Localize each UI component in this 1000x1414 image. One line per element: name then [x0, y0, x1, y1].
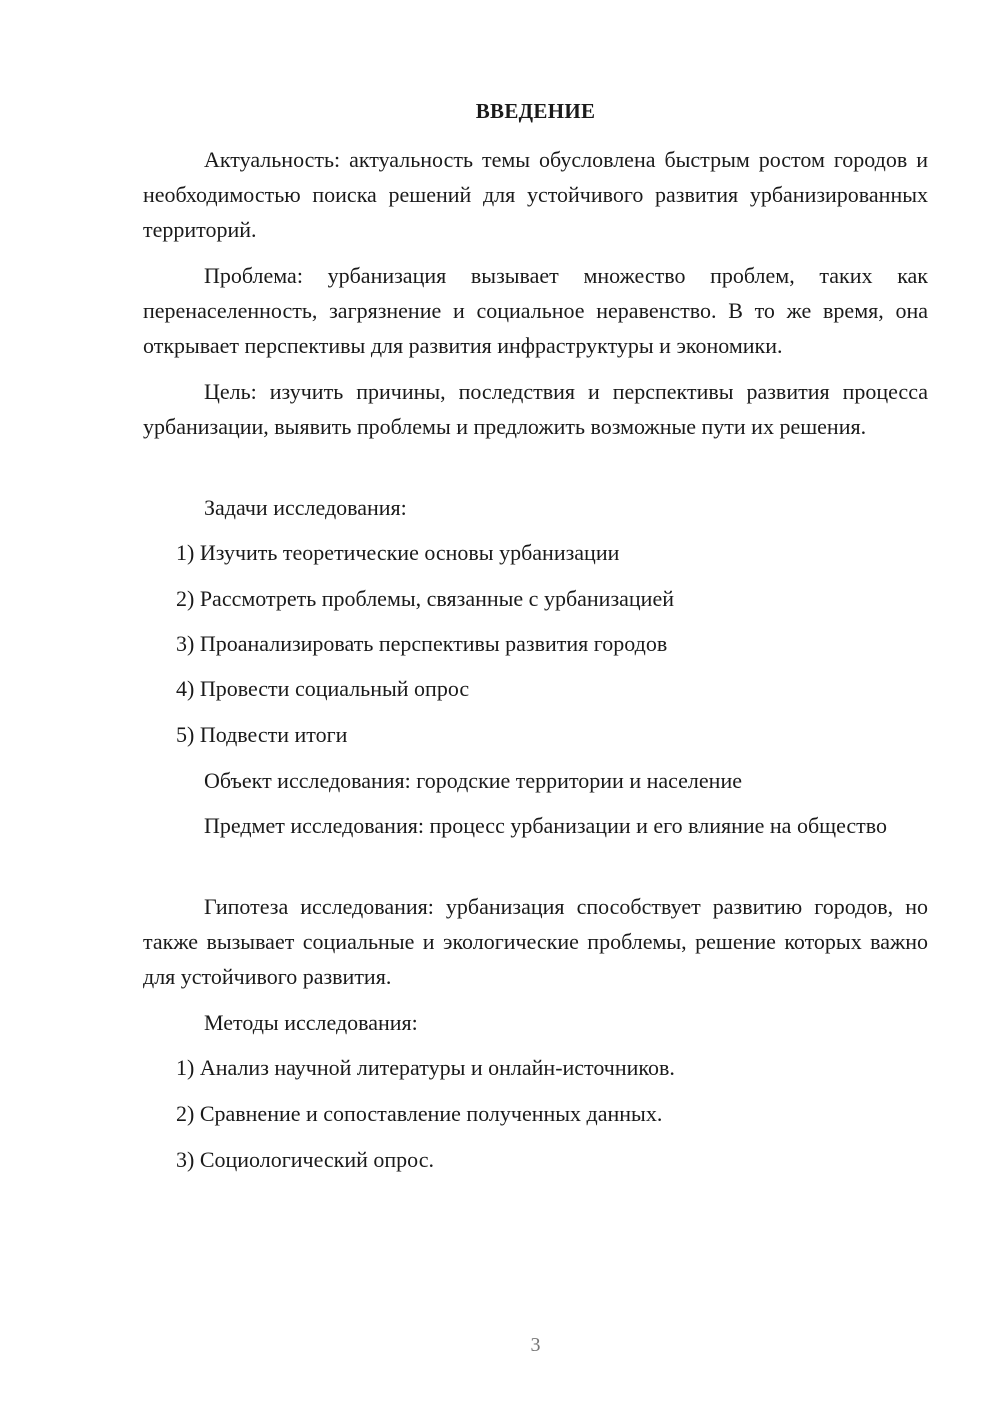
subject-paragraph: Предмет исследования: процесс урбанизации и его влияние на общество	[204, 813, 888, 838]
method-item: 1) Анализ научной литературы и онлайн-источников.	[176, 1055, 675, 1080]
document-page	[143, 0, 928, 1414]
page-number: 3	[530, 1334, 541, 1356]
hypothesis-paragraph: Гипотеза исследования: урбанизация способствует развитию городов, но также вызывает социальные и экологические проблемы, решение которых важно для устойчивого развития.	[143, 894, 928, 989]
task-item: 3) Проанализировать перспективы развития городов	[176, 631, 668, 656]
relevance-paragraph: Актуальность: актуальность темы обусловлена быстрым ростом городов и необходимостью поиска решений для устойчивого развития урбанизированных территорий.	[143, 147, 928, 242]
methods-heading: Методы исследования:	[204, 1010, 418, 1035]
task-item: 5) Подвести итоги	[176, 722, 348, 747]
tasks-heading: Задачи исследования:	[204, 495, 407, 520]
task-item: 1) Изучить теоретические основы урбанизации	[176, 540, 620, 565]
problem-paragraph: Проблема: урбанизация вызывает множество проблем, таких как перенаселенность, загрязнение и социальное неравенство. В то же время, она открывает перспективы для развития инфраструктуры и экономики.	[143, 263, 928, 358]
method-item: 3) Социологический опрос.	[176, 1147, 434, 1172]
goal-paragraph: Цель: изучить причины, последствия и перспективы развития процесса урбанизации, выявить проблемы и предложить возможные пути их решения.	[143, 379, 928, 439]
page-title: ВВЕДЕНИЕ	[475, 99, 596, 123]
task-item: 4) Провести социальный опрос	[176, 676, 470, 701]
task-item: 2) Рассмотреть проблемы, связанные с урбанизацией	[176, 586, 674, 611]
method-item: 2) Сравнение и сопоставление полученных данных.	[176, 1101, 663, 1126]
object-paragraph: Объект исследования: городские территории и население	[204, 768, 742, 793]
